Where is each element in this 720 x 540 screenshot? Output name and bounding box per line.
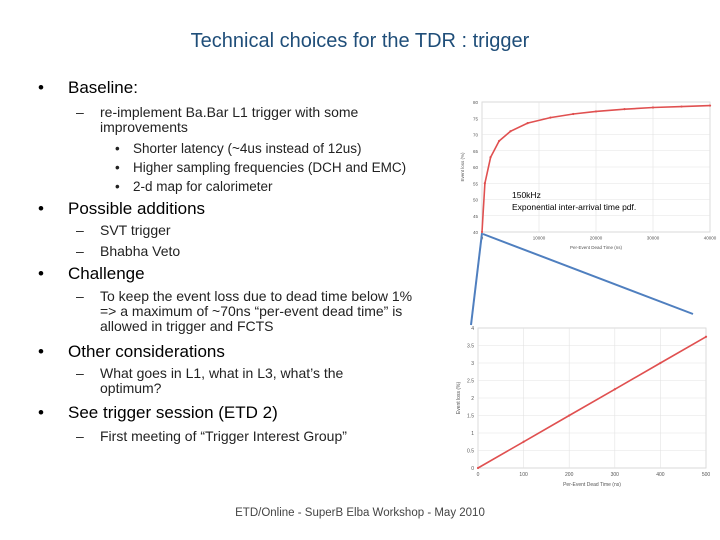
y-tick-label: 70 [472, 132, 478, 138]
series-point [680, 105, 682, 107]
series-point [509, 130, 511, 132]
sub-bhabha-text: Bhabha Veto [100, 243, 181, 259]
y-tick-label: 45 [472, 213, 478, 219]
item-dot: • [115, 141, 120, 156]
y-tick-label: 60 [472, 165, 478, 170]
x-tick-label: 20000 [589, 235, 603, 241]
bullet-dot: • [38, 199, 44, 218]
sub-baseline-text: re-implement Ba.Bar L1 trigger with some improvements [100, 104, 359, 135]
y-tick-label: 40 [472, 230, 478, 235]
series-point [709, 104, 711, 106]
x-axis-label: Per-Event Dead Time (ns) [563, 482, 621, 488]
series-point [705, 336, 707, 338]
sub-dash: – [76, 222, 84, 238]
y-tick-label: 55 [472, 181, 478, 187]
sub-dash: – [76, 365, 84, 381]
y-axis-label: Event loss (%) [460, 152, 465, 182]
series-point [659, 362, 661, 364]
sub-svt-text: SVT trigger [100, 222, 171, 238]
event-loss-chart-zoom [456, 326, 710, 488]
series-point [595, 110, 597, 112]
sub-dash: – [76, 243, 84, 259]
series-point [489, 156, 491, 158]
x-tick-label: 200 [565, 472, 574, 478]
y-axis-label: Event loss (%) [456, 381, 462, 415]
y-tick-label: 4 [471, 326, 474, 332]
series-point [614, 388, 616, 390]
rate-annotation: 150kHz [512, 190, 541, 200]
bullet-session-label: See trigger session (ETD 2) [68, 403, 278, 422]
x-tick-label: 300 [610, 472, 619, 478]
series-point [568, 414, 570, 416]
x-tick-label: 500 [701, 472, 711, 478]
series-point [527, 122, 529, 124]
zoom-connector-left [471, 233, 482, 325]
y-tick-label: 0 [471, 466, 474, 472]
item-dot: • [115, 160, 120, 175]
slide-footer: ETD/Online - SuperB Elba Workshop - May 2010 [235, 507, 485, 519]
y-tick-label: 0.5 [467, 448, 474, 455]
series-point [652, 106, 654, 108]
x-tick-label: 400 [656, 472, 665, 478]
sub-session-text: First meeting of “Trigger Interest Group” [100, 428, 347, 444]
bullet-additions-label: Possible additions [68, 199, 206, 218]
series-point [523, 441, 525, 443]
bullet-dot: • [38, 264, 44, 283]
bullet-other-label: Other considerations [68, 342, 225, 361]
sub-dash: – [76, 104, 84, 120]
sub-challenge-text: To keep the event loss due to dead time below 1% => a maximum of ~70ns “per-event dead time” is allowed in trigger and FCTS [100, 288, 413, 334]
bullet-dot: • [38, 403, 44, 422]
series-point [477, 467, 479, 469]
bullet-baseline-label: Baseline: [68, 78, 138, 97]
x-tick-label: 10000 [532, 235, 546, 241]
series-point [484, 182, 486, 184]
y-tick-label: 3.5 [467, 343, 474, 350]
bullet-dot: • [38, 78, 44, 97]
series-point [549, 117, 551, 119]
x-tick-label: 30000 [646, 235, 660, 241]
item-calorimeter-text: 2-d map for calorimeter [133, 179, 273, 194]
sub-dash: – [76, 428, 84, 444]
y-tick-label: 65 [472, 148, 478, 154]
x-axis-label: Per-Event Dead Time (ns) [569, 245, 623, 250]
slide-title: Technical choices for the TDR : trigger [190, 30, 530, 52]
sub-dash: – [76, 288, 84, 304]
item-dot: • [115, 179, 120, 194]
x-tick-label: 0 [476, 472, 480, 478]
series-point [572, 113, 574, 115]
sub-other-text: What goes in L1, what in L3, what’s the optimum? [100, 365, 344, 396]
y-tick-label: 3 [471, 361, 474, 367]
series-point [498, 140, 500, 142]
y-tick-label: 2.5 [467, 378, 474, 385]
series-point [623, 108, 625, 110]
x-tick-label: 40000 [703, 235, 717, 241]
y-tick-label: 50 [472, 197, 478, 203]
event-loss-chart-large [460, 100, 717, 250]
y-tick-label: 75 [472, 116, 478, 122]
bullet-dot: • [38, 342, 44, 361]
bullet-challenge-label: Challenge [68, 264, 145, 283]
y-tick-label: 80 [472, 100, 478, 105]
item-sampling-text: Higher sampling frequencies (DCH and EMC) [133, 160, 407, 175]
item-latency-text: Shorter latency (~4us instead of 12us) [133, 141, 362, 156]
x-tick-label: 100 [519, 472, 528, 478]
y-tick-label: 2 [471, 396, 474, 402]
pdf-annotation: Exponential inter-arrival time pdf. [512, 202, 637, 212]
y-tick-label: 1 [471, 431, 474, 437]
series-point [481, 231, 483, 233]
y-tick-label: 1.5 [467, 413, 474, 420]
